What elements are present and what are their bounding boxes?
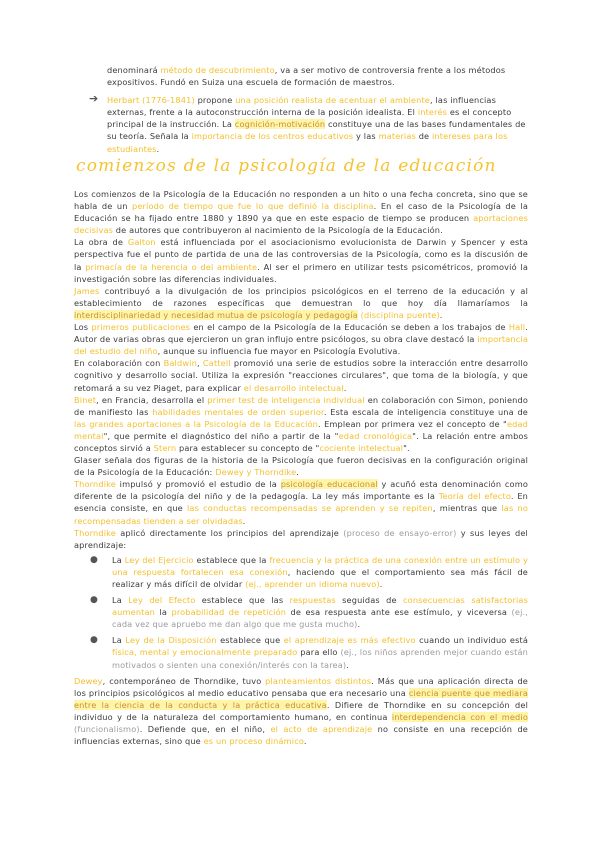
text: . (343, 382, 347, 393)
highlight-text: respuestas (289, 595, 336, 606)
highlight-text: primeros publicaciones (91, 322, 191, 333)
bullet-icon: ● (90, 635, 99, 646)
text: . Defiende que, en el niño, (139, 724, 271, 735)
laws-list (74, 554, 528, 671)
highlight-text: probabilidad de repetición (171, 607, 287, 618)
text: no consiste en una recepción de influencias externas, sino que (74, 724, 528, 747)
text: La (112, 635, 126, 646)
text: . Más que una aplicación directa de los principios psicológicos al medio educativo pensaba que era necesario una (74, 675, 528, 698)
text: , mientras que (432, 503, 502, 514)
highlight-text: física, mental y emocionalmente preparado (112, 647, 298, 658)
author-name: Dewey y Thorndike (215, 467, 297, 478)
highlight-text: (ej., aprender un idioma nuevo) (245, 579, 380, 589)
text: . (357, 619, 361, 630)
highlight-text: las conductas recompensadas se aprenden y se repiten (187, 503, 433, 514)
highlight-text: importancia de los centros educativos (191, 131, 354, 142)
text: , (196, 358, 203, 369)
bullet-icon: ● (90, 595, 99, 606)
text: , en Francia, desarrolla el (96, 394, 208, 405)
highlight-text: interdependencia con el medio (391, 711, 528, 722)
highlight-text: período de tiempo que fue lo que definió la disciplina (132, 201, 374, 212)
highlight-text: planteamientos distintos (265, 675, 372, 686)
bullet-icon: ● (90, 554, 99, 565)
paragraph (74, 236, 528, 284)
text: la (155, 607, 172, 618)
text: . (303, 736, 307, 747)
aside-text: (ej., los niños aprenden mejor cuando están motivados o sienten una conexión/interés con la tarea) (112, 647, 528, 670)
author-name: Hall (508, 322, 526, 333)
text: La (112, 554, 125, 565)
text: Glaser señala dos figuras de la historia de la Psicología que fueron decisivas en la configuración original de la Psicología de la Educación: (74, 455, 528, 478)
highlight-text: ciencia puente que mediara entre la ciencia de la conducta y la práctica educativa (74, 687, 528, 710)
author-name: James (74, 285, 100, 296)
paragraph (74, 478, 528, 526)
text: . Autor de varias obras que ejercieron un gran influjo entre psicólogos, su obra clave destacó la (74, 322, 528, 345)
text: cuando un individuo está (415, 635, 529, 646)
highlight-text: el desarrollo intelectual (243, 382, 344, 393)
text: . Esta escala de inteligencia constituye una de (323, 406, 528, 417)
author-name: Binet (74, 394, 97, 405)
paragraph (74, 675, 528, 748)
highlight-text: aportaciones decisivas (74, 213, 528, 236)
text: para ello (297, 647, 341, 658)
paragraph (74, 285, 528, 321)
author-name: Dewey (74, 675, 103, 686)
text: ", que permite el diagnóstico del niño a partir de la " (103, 430, 339, 441)
text: . (379, 579, 383, 589)
text: . (296, 467, 300, 478)
paragraph (74, 394, 528, 454)
paragraph (74, 527, 528, 551)
highlight-text: frecuencia y la práctica de una conexión entre un estímulo y una respuesta fortalecen esa conexión (112, 554, 528, 577)
list-item (74, 594, 528, 630)
text: de (415, 131, 432, 142)
highlight-text: interés (417, 107, 448, 118)
text: contribuyó a la divulgación de los principios psicológicos en el terreno de la educación y al establecimiento de razones específicas que demuestran lo que hoy día llamaríamos la (74, 285, 528, 308)
highlight-text: edad mental (74, 418, 528, 441)
aside-text: (proceso de ensayo-error) (343, 527, 457, 538)
text: . En el caso de la Psicología de la Educación se ha fijado entre 1880 y 1890 ya que en este espacio de tiempo se producen (74, 201, 529, 224)
highlight-text: Ley de la Disposición (125, 635, 217, 646)
text: . Difiere de Thorndike en su concepción del individuo y de la naturaleza del comportamiento humano, en continua (74, 699, 529, 722)
text: establece que las (195, 595, 290, 606)
highlight-text: habilidades mentales de orden superior (152, 406, 324, 417)
text: es el concepto principal de la instrucción. La (107, 107, 512, 130)
text: . (242, 515, 246, 526)
text: . Emplean por primera vez el concepto de " (318, 418, 507, 429)
highlight-text: es un proceso dinámico (203, 736, 304, 747)
highlight-text: las grandes aportaciones a la Psicología de la Educación (74, 418, 319, 429)
author-name: Baldwin (163, 358, 197, 369)
continuation-paragraph (107, 64, 527, 88)
text: . (346, 659, 350, 670)
text: de esa respuesta ante ese estímulo, y viceversa (286, 607, 512, 618)
text: y sus leyes del aprendizaje: (74, 527, 528, 550)
text: , contemporáneo de Thorndike, tuvo (102, 675, 266, 686)
text: seguidas de (335, 595, 404, 606)
highlight-text: (disciplina puente) (360, 309, 440, 320)
text: impulsó y promovió el estudio de la (115, 479, 281, 490)
text: propone (194, 95, 236, 106)
highlight-text: Ley del Ejercicio (124, 554, 194, 565)
text: de autores que contribuyeron al nacimiento de la Psicología de la Educación. (113, 225, 443, 236)
author-name: Herbart (1776-1841) (107, 95, 195, 106)
text: , las influencias externas, frente a la autoconstrucción interna de la posición idealista. El (107, 95, 497, 118)
top-section (89, 64, 527, 155)
highlight-text: Ley del Efecto (128, 595, 196, 606)
text: La obra de (74, 237, 128, 248)
text: , aunque su influencia fue mayor en Psicología Evolutiva. (157, 346, 401, 357)
author-name: Stern (153, 442, 177, 453)
text: La (112, 595, 129, 606)
highlight-text: intereses para los estudiantes (107, 131, 508, 154)
paragraph (74, 454, 528, 478)
section-title: comienzos de la psicología de la educación (76, 156, 497, 176)
text: . (156, 143, 160, 154)
author-name: Cattell (202, 358, 231, 369)
highlight-text: método de descubrimiento (160, 65, 275, 75)
highlight-text: Teoría del efecto (438, 491, 511, 502)
herbart-item (89, 92, 527, 154)
highlight-text: las no recompensadas tienden a ser olvidadas (74, 503, 528, 526)
highlight-text: psicología educacional (280, 479, 378, 490)
text: para establecer su concepto de " (176, 442, 320, 453)
highlight-text: materias (378, 131, 416, 142)
text: en colaboración con Simon, poniendo de manifiesto las (74, 394, 529, 417)
highlight-text: una posición realista de acentuar el ambiente (235, 95, 430, 106)
list-item (74, 634, 528, 670)
paragraph (74, 188, 528, 236)
highlight-text: el aprendizaje es más efectivo (283, 635, 416, 646)
text: En colaboración con (74, 358, 164, 369)
text: ". (403, 442, 410, 453)
text: está influenciada por el asociacionismo evolucionista de Darwin y Spencer y esta perspectiva fue el punto de partida de una de las controversias de la Psicología, como es la discusión de la (74, 237, 528, 272)
highlight-text: interdisciplinariedad y necesidad mutua de psicología y pedagogía (74, 309, 358, 320)
aside-text: (ej., cada vez que apruebo me dan algo que me gusta mucho) (112, 607, 528, 630)
highlight-text: cociente intelectual (319, 442, 404, 453)
arrow-right-icon: ➔ (89, 92, 99, 106)
aside-text: (funcionalismo) (74, 724, 140, 735)
paragraph (74, 321, 528, 357)
text: . En esencia consiste, en que (74, 491, 528, 514)
highlight-text: consecuencias satisfactorias aumentan (112, 595, 528, 618)
body-text (74, 188, 528, 747)
text: promovió una serie de estudios sobre la interacción entre desarrollo cognitivo y desarrollo social. Utiliza la expresión "reacciones circulares", que toma de la biología, y que retomará a su vez Piaget, para explicar (74, 358, 528, 393)
text: establece que (216, 635, 284, 646)
text: , haciendo que el comportamiento sea más fácil de realizar y más difícil de olvidar (112, 566, 528, 589)
author-name: Thorndike (74, 479, 116, 490)
highlight-text: primacía de la herencia o del ambiente (85, 261, 258, 272)
highlight-text: edad cronológica (338, 430, 413, 441)
highlight-text: importancia del estudio del niño (74, 334, 528, 357)
author-name: Galton (127, 237, 156, 248)
text: y acuñó esta denominación como diferente de la psicología del niño y de la pedagogía. La ley más importante es la (74, 479, 529, 502)
list-item (74, 554, 528, 590)
text: Los (74, 322, 92, 333)
text: establece que la (193, 554, 270, 565)
text: Los comienzos de la Psicología de la Educación no responden a un hito o una fecha concreta, sino que se habla de un (74, 189, 528, 212)
highlight-text: cognición-motivación (234, 119, 326, 130)
highlight-text: primer test de inteligencia individual (207, 394, 365, 405)
author-name: Thorndike (74, 527, 116, 538)
paragraph (74, 357, 528, 393)
text: aplicó directamente los principios del aprendizaje (115, 527, 344, 538)
highlight-text: el acto de aprendizaje (270, 724, 373, 735)
text: , va a ser motivo de controversia frente a los métodos expositivos. Fundó en Suiza una escuela de formación de maestros. (107, 65, 506, 88)
text: constituye una de las bases fundamentales de su teoría. Señala la (107, 119, 526, 142)
text: en el campo de la Psicología de la Educación se deben a los trabajos de (190, 322, 509, 333)
text: ". La relación entre ambos conceptos sirvió a (74, 430, 529, 453)
text: denominará (107, 65, 161, 75)
text: . (439, 309, 443, 320)
text: y las (353, 131, 379, 142)
text: . Al ser el primero en utilizar tests psicométricos, promovió la investigación sobre las diferencias individuales. (74, 261, 528, 284)
